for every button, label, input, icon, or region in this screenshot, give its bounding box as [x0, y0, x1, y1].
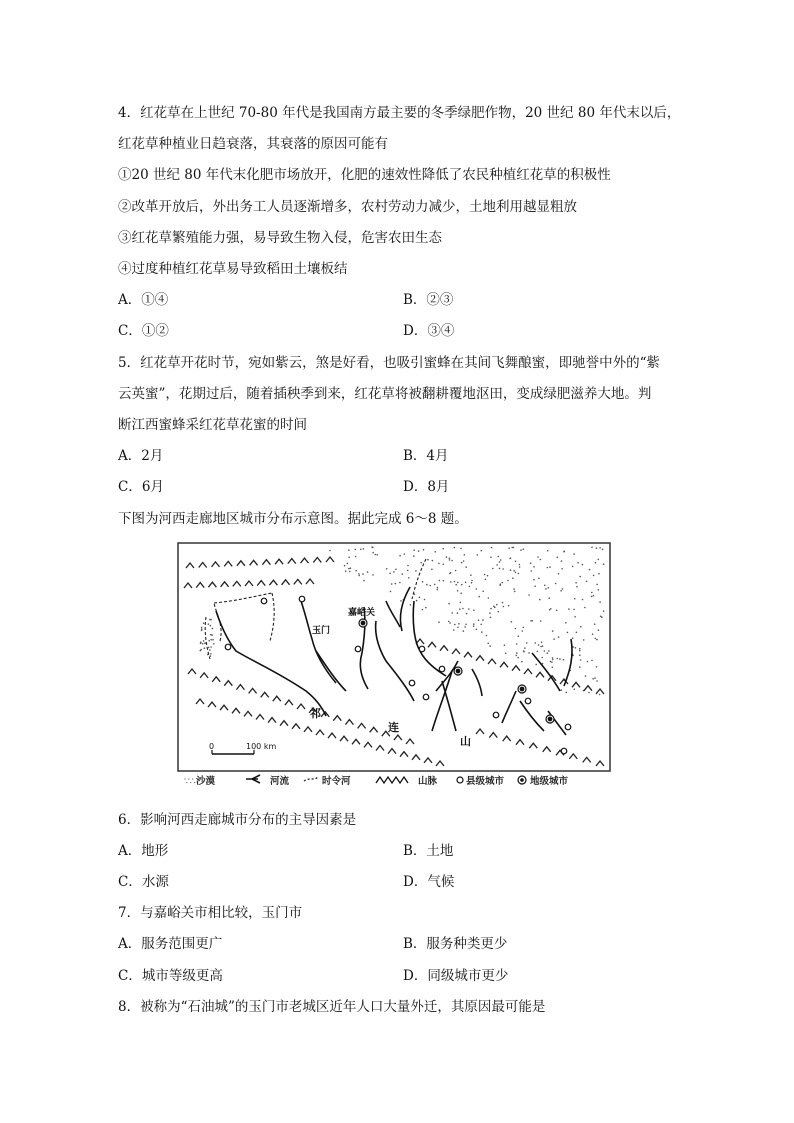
hexi-corridor-map — [176, 541, 612, 789]
label-shan: 山 — [460, 735, 471, 748]
legend-river: 河流 — [270, 776, 290, 787]
q4-option-d: D．③④ — [403, 323, 455, 339]
q5-stem-line1: 5．红花草开花时节，宛如紫云，煞是好看，也吸引蜜蜂在其间飞舞酿蜜，即驰誉中外的“紫 — [118, 355, 660, 371]
q6-option-c: C．水源 — [118, 874, 169, 890]
county-city-marker — [561, 748, 567, 754]
county-city-marker — [525, 698, 531, 704]
label-lian: 连 — [388, 721, 399, 734]
map-intro: 下图为河西走廊地区城市分布示意图。据此完成 6～8 题。 — [118, 511, 468, 527]
label-yumen: 玉门 — [312, 626, 331, 636]
map-frame — [178, 543, 610, 771]
q5-stem-line3: 断江西蜜蜂采红花草花蜜的时间 — [118, 417, 307, 433]
scale-length: 100 km — [246, 742, 277, 751]
legend-mountain: 山脉 — [418, 776, 438, 787]
q6-option-d: D．气候 — [403, 874, 455, 890]
county-legend-icon — [457, 777, 463, 783]
legend-prefecture: 地级城市 — [530, 776, 569, 787]
q7-stem: 7．与嘉峪关市相比较，玉门市 — [118, 905, 303, 921]
q5-option-b: B．4月 — [403, 448, 449, 464]
q6-option-a: A．地形 — [118, 843, 169, 859]
county-city-marker — [225, 644, 231, 650]
q4-option-b: B．②③ — [403, 292, 454, 308]
legend-seasonal: 时令河 — [322, 776, 351, 787]
seasonal-river-legend-icon — [304, 777, 318, 781]
q7-option-d: D．同级城市更少 — [403, 968, 509, 984]
q4-item-1: ①20 世纪 80 年代末化肥市场放开，化肥的速效性降低了农民种植红花草的积极性 — [118, 167, 611, 183]
county-city-marker — [493, 712, 499, 718]
legend-desert: 沙漠 — [196, 776, 216, 787]
desert-legend-icon: ∵∴ — [184, 777, 196, 787]
county-city-marker — [261, 598, 267, 604]
county-city-marker — [423, 694, 429, 700]
mountain-legend-icon — [376, 777, 408, 783]
q5-option-d: D．8月 — [403, 479, 450, 495]
q4-item-3: ③红花草繁殖能力强，易导致生物入侵，危害农田生态 — [118, 230, 442, 246]
q7-option-c: C．城市等级更高 — [118, 968, 223, 984]
label-jiayuguan: 嘉峪关 — [348, 608, 376, 618]
county-city-marker — [299, 596, 305, 602]
county-city-marker — [355, 646, 361, 652]
q8-stem: 8．被称为“石油城”的玉门市老城区近年人口大量外迁，其原因最可能是 — [118, 999, 546, 1015]
q6-stem: 6．影响河西走廊城市分布的主导因素是 — [118, 812, 357, 828]
q4-option-a: A．①④ — [118, 292, 169, 308]
q4-item-2: ②改革开放后，外出务工人员逐渐增多，农村劳动力减少，土地利用越显粗放 — [118, 199, 577, 215]
q7-option-a: A．服务范围更广 — [118, 936, 223, 952]
q5-option-c: C．6月 — [118, 479, 164, 495]
q5-option-a: A．2月 — [118, 448, 164, 464]
river-legend-icon — [246, 775, 260, 783]
map-legend — [184, 775, 569, 787]
county-city-marker — [565, 724, 571, 730]
county-city-marker — [409, 680, 415, 686]
q4-item-4: ④过度种植红花草易导致稻田土壤板结 — [118, 261, 348, 277]
county-city-marker — [419, 646, 425, 652]
legend-county: 县级城市 — [466, 776, 505, 787]
q4-stem-line2: 红花草种植业日趋衰落，其衰落的原因可能有 — [118, 136, 388, 152]
q7-option-b: B．服务种类更少 — [403, 936, 508, 952]
q6-option-b: B．土地 — [403, 843, 454, 859]
label-qi: 祁 — [310, 707, 321, 720]
q4-option-c: C．①② — [118, 323, 169, 339]
county-city-marker — [439, 666, 445, 672]
scale-zero: 0 — [209, 742, 215, 751]
q4-stem-line1: 4．红花草在上世纪 70-80 年代是我国南方最主要的冬季绿肥作物，20 世纪 80 年代末以后， — [118, 105, 681, 121]
q5-stem-line2: 云英蜜”，花期过后，随着插秧季到来，红花草将被翻耕覆地沤田，变成绿肥滋养大地。判 — [118, 386, 652, 402]
